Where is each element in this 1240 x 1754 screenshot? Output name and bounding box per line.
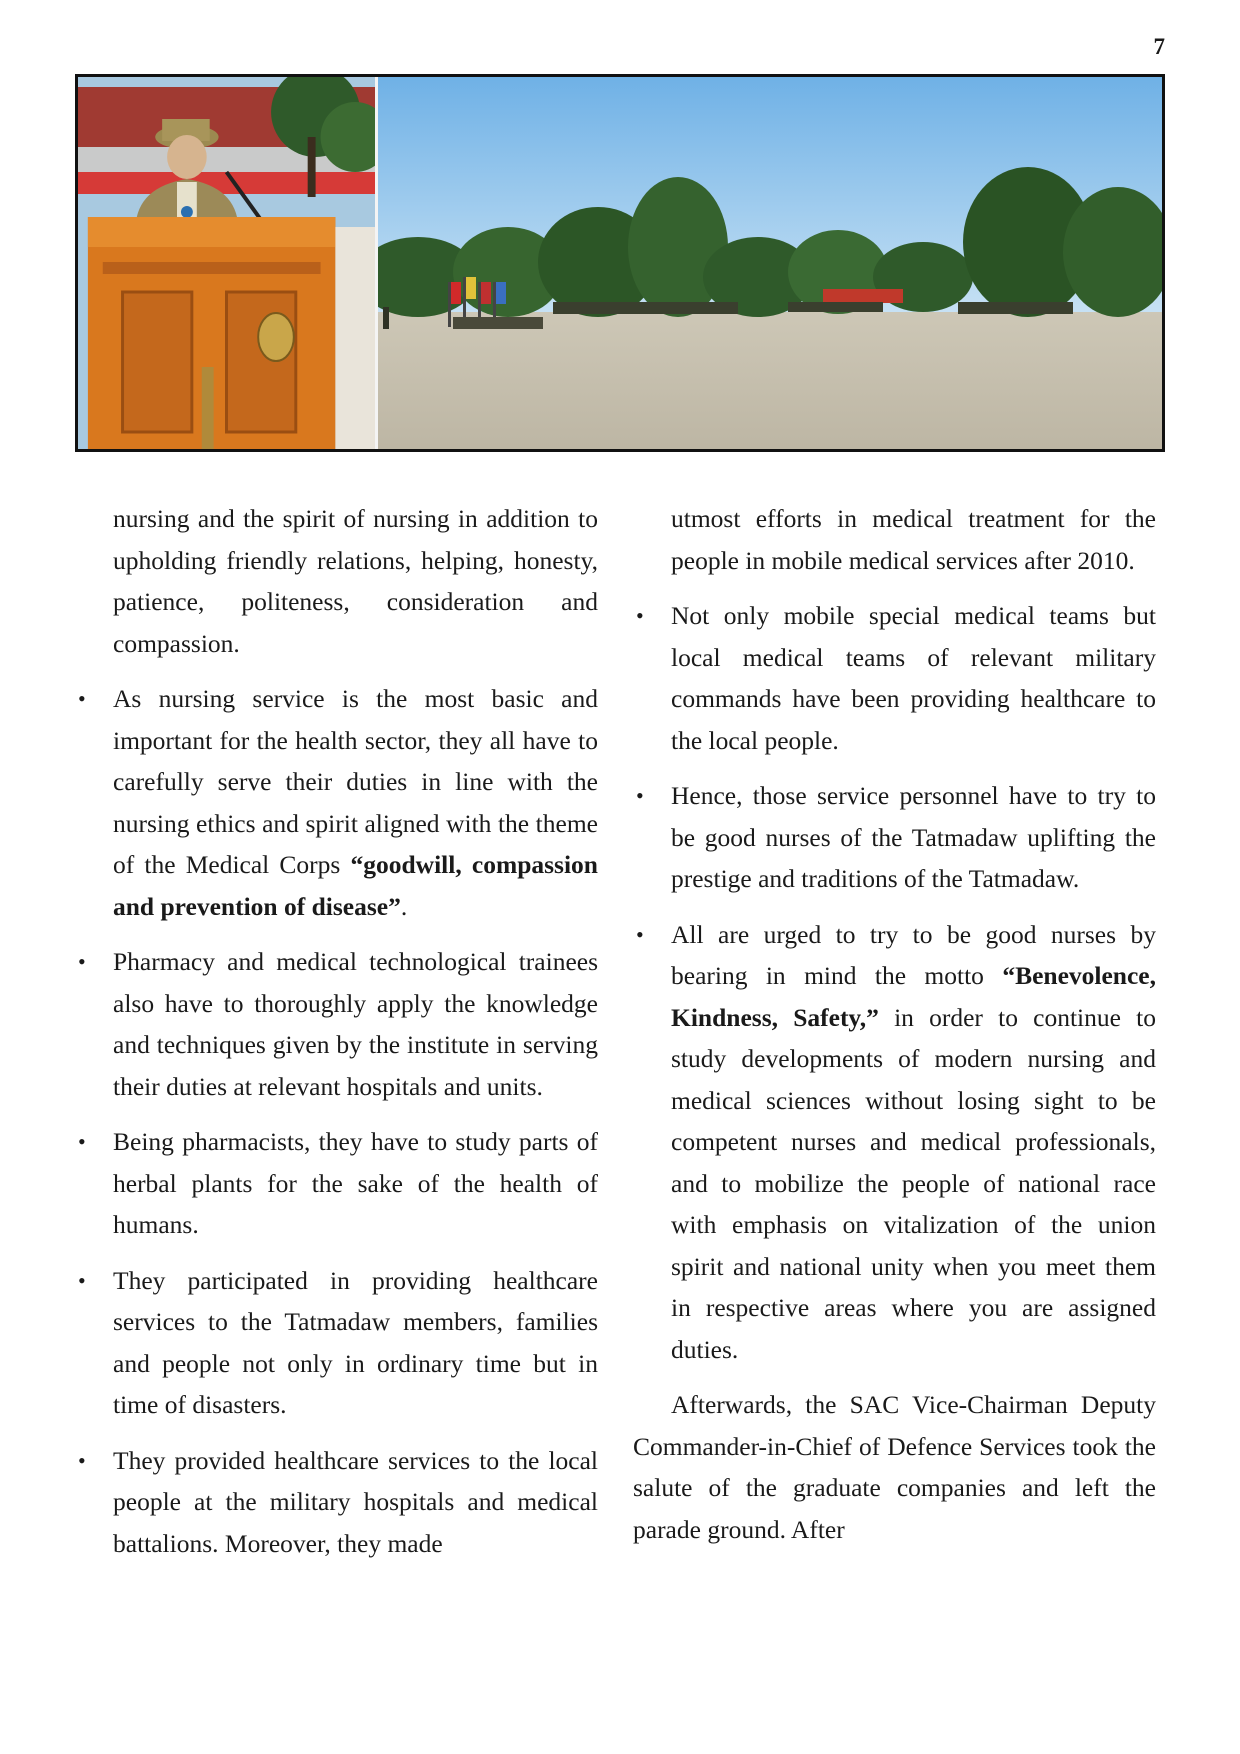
- list-item: [75, 678, 598, 927]
- bullet-text-end: .: [400, 891, 408, 921]
- list-item: • Pharmacy and medical technological trainees also have to thoroughly apply the knowledge and techniques given by the institute in serving their duties at relevant hospitals and units.: [75, 941, 598, 1107]
- medical-corps-theme: “goodwill, compassion and prevention of disease”: [113, 850, 598, 921]
- list-item: • They participated in providing healthcare services to the Tatmadaw members, families and people not only in ordinary time but in time of disasters.: [75, 1260, 598, 1426]
- list-item: • Hence, those service personnel have to try to be good nurses of the Tatmadaw uplifting the prestige and traditions of the Tatmadaw.: [633, 775, 1156, 900]
- page-number: 7: [1153, 34, 1165, 59]
- bullet-text: All are urged to try to be good nurses by bearing in mind the motto: [671, 919, 1156, 990]
- bullet-text: As nursing service is the most basic and important for the health sector, they all have to carefully serve their duties in line with the nursing ethics and spirit aligned with the theme of the Medical Corps: [113, 684, 598, 879]
- list-item: • Being pharmacists, they have to study parts of herbal plants for the sake of the health of humans.: [75, 1121, 598, 1246]
- right-bullet-list: [633, 595, 1156, 1370]
- list-item: [633, 914, 1156, 1371]
- parade-photo-illustration: [378, 77, 1162, 449]
- parade-ground-photo: [378, 77, 1162, 449]
- right-column: [633, 498, 1156, 1550]
- bullet-text-end: in order to continue to study developments of modern nursing and medical sciences without losing sight to be competent nurses and medical professionals, and to mobilize the people of national race with emphasis on vitalization of the union spirit and national unity when you meet them in respective areas where you are assigned duties.: [671, 1002, 1156, 1364]
- closing-paragraph: Afterwards, the SAC Vice-Chairman Deputy Commander-in-Chief of Defence Services took the salute of the graduate companies and left the parade ground. After: [633, 1390, 1156, 1544]
- motto: “Benevolence, Kindness, Safety,”: [671, 961, 1156, 1032]
- photo-strip: [75, 74, 1165, 452]
- speaker-photo-illustration: [78, 77, 375, 449]
- list-item: • Not only mobile special medical teams but local medical teams of relevant military commands have been providing healthcare to the local people.: [633, 595, 1156, 761]
- right-continuation-paragraph: utmost efforts in medical treatment for the people in mobile medical services after 2010.: [671, 504, 1156, 575]
- left-column: [75, 498, 598, 1578]
- speaker-at-podium-photo: [78, 77, 378, 449]
- list-item: • They provided healthcare services to the local people at the military hospitals and medical battalions. Moreover, they made: [75, 1440, 598, 1565]
- left-continuation-paragraph: nursing and the spirit of nursing in addition to upholding friendly relations, helping, honesty, patience, politeness, consideration and compassion.: [113, 504, 598, 658]
- left-bullet-list: [75, 678, 598, 1564]
